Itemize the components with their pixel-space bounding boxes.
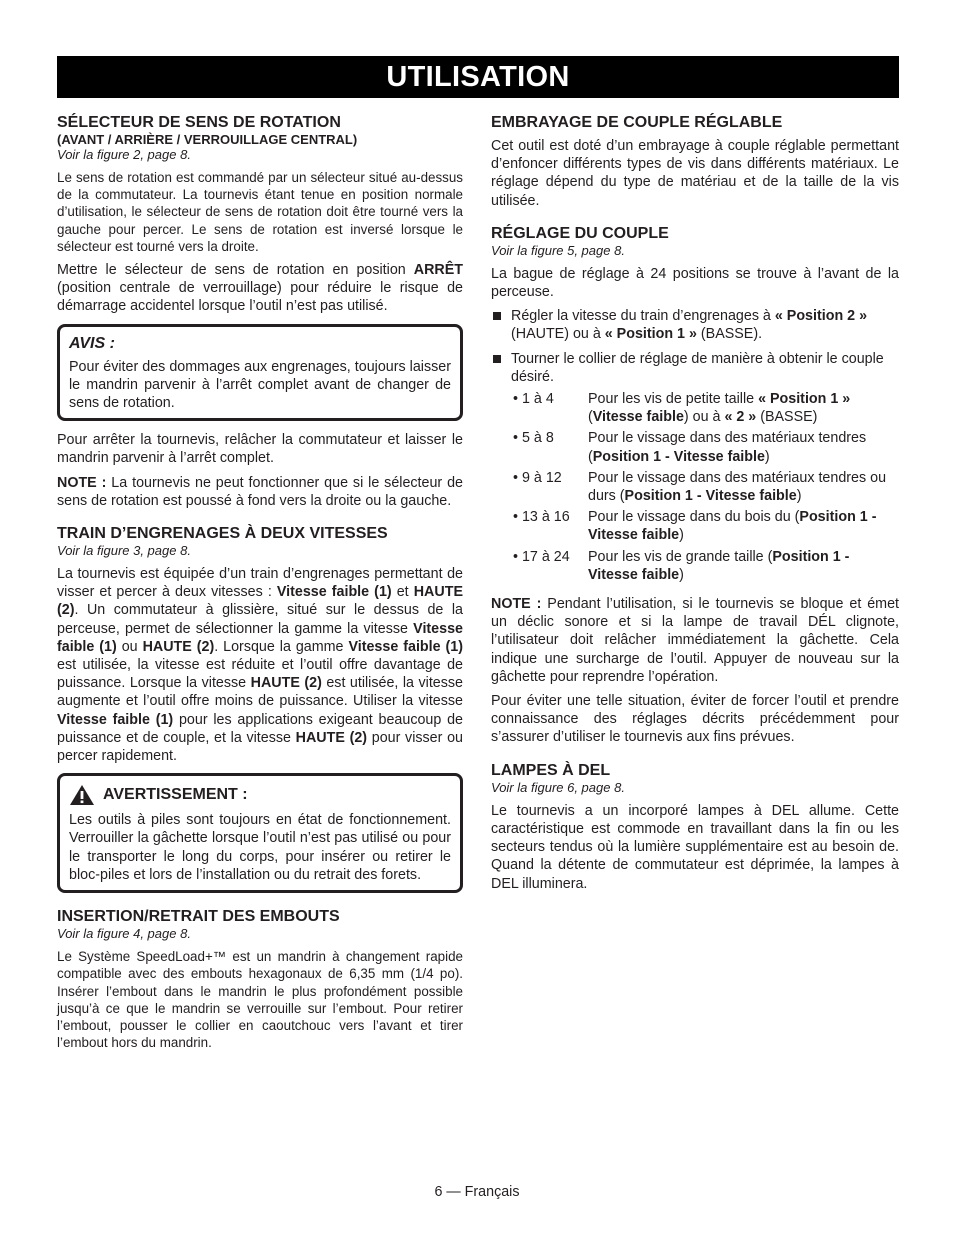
list-item: Tourner le collier de réglage de manière à obtenir le couple désiré. xyxy=(491,350,899,386)
table-row: • 17 à 24 Pour les vis de grande taille (Position 1 - Vitesse faible) xyxy=(513,548,850,583)
paragraph: La bague de réglage à 24 positions se trouve à l’avant de la perceuse. xyxy=(491,265,899,301)
paragraph: La tournevis est équipée d’un train d’engrenages permettant de visser et percer à deux vitesses : Vitesse faible (1) et HAUTE (2). Un commutateur à glissière, situé sur le dessus de la perceuse, permet de sélectionner la gamme la vitesse Vitesse faible (1) ou HAUTE (2). Lorsque la gamme Vitesse faible (1) est utilisée, la vitesse est réduite et l’outil offre davantage de puissance. Lorsque la vitesse HAUTE (2) est utilisée, la vitesse augmente et l’outil offre moins de puissance. Utiliser la vitesse Vitesse faible (1) pour les applications exigeant beaucoup de puissance et de couple, et la vitesse HAUTE (2) pour visser ou percer rapidement. xyxy=(57,566,463,765)
left-column xyxy=(57,113,463,1057)
notice-box xyxy=(57,324,463,422)
notice-title: AVIS : xyxy=(69,334,115,352)
figure-reference: Voir la figure 3, page 8. xyxy=(57,543,191,559)
table-row: • 5 à 8 Pour le vissage dans des matériaux tendres (Position 1 - Vitesse faible) xyxy=(513,430,867,465)
notice-text: Pour éviter des dommages aux engrenages, toujours laisser le mandrin parvenir à l’arrêt complet avant de changer de sens de rotation. xyxy=(69,358,451,412)
section-heading: RÉGLAGE DU COUPLE xyxy=(491,224,669,242)
section-led-lamps xyxy=(491,761,899,893)
section-heading: EMBRAYAGE DE COUPLE RÉGLABLE xyxy=(491,114,783,131)
list-item: Régler la vitesse du train d’engrenages à « Position 2 » (HAUTE) ou à « Position 1 » (BASSE). xyxy=(491,307,899,343)
section-subheading: (AVANT / ARRIÈRE / VERROUILLAGE CENTRAL) xyxy=(57,132,358,147)
paragraph: Le Système SpeedLoad+™ est un mandrin à changement rapide compatible avec des embouts hexagonaux de 6,35 mm (1/4 po). Insérer l’embout dans le mandrin le plus profondément possible jusqu’à ce que le mandrin se verrouille sur l’embout. Pour retirer l’embout, pousser le collier en caoutchouc vers l’avant et tirer l’embout hors du mandrin. xyxy=(57,949,463,1051)
right-column xyxy=(491,113,899,899)
section-heading: SÉLECTEUR DE SENS DE ROTATION xyxy=(57,114,341,131)
section-two-speed xyxy=(57,524,463,893)
section-rotation-selector xyxy=(57,113,463,510)
torque-range-table xyxy=(491,390,899,587)
figure-reference: Voir la figure 6, page 8. xyxy=(491,779,625,795)
figure-reference: Voir la figure 4, page 8. xyxy=(57,926,191,942)
bullet-list xyxy=(491,307,899,386)
section-heading: LAMPES À DEL xyxy=(491,761,611,779)
paragraph: Cet outil est doté d’un embrayage à couple réglable permettant d’enfoncer différents types de vis dans différents matériaux. Le réglage dépend du type de matériau et de la taille de la vis utilisée. xyxy=(491,138,899,209)
paragraph: Pour éviter une telle situation, éviter de forcer l’outil et prendre connaissance des réglages décrits précédemment pour s’assurer d’utiliser le tournevis aux fins prévues. xyxy=(491,693,899,746)
warning-box xyxy=(57,773,463,893)
section-adjustable-clutch xyxy=(491,113,899,210)
warning-text: Les outils à piles sont toujours en état de fonctionnement. Verrouiller la gâchette lorsque l’outil n’est pas utilisé ou pour le transporter le long du corps, pour insérer ou retirer le bloc-piles et lors de l’installation ou du retrait des forets. xyxy=(69,812,451,883)
page-title: UTILISATION xyxy=(57,56,899,98)
section-heading: INSERTION/RETRAIT DES EMBOUTS xyxy=(57,908,340,926)
table-row: • 9 à 12 Pour le vissage dans des matériaux tendres ou durs (Position 1 - Vitesse faible) xyxy=(513,469,887,505)
section-heading: TRAIN D’ENGRENAGES À DEUX VITESSES xyxy=(57,525,388,543)
section-bit-insertion xyxy=(57,907,463,1051)
paragraph: Pour arrêter la tournevis, relâcher la commutateur et laisser le mandrin parvenir à l’arrêt complet. xyxy=(57,432,463,467)
table-row: • 13 à 16 Pour le vissage dans du bois du (Position 1 - Vitesse faible) xyxy=(513,509,877,544)
section-torque-setting xyxy=(491,224,899,747)
figure-reference: Voir la figure 2, page 8. xyxy=(57,147,191,162)
page-footer: 6 — Français xyxy=(434,1184,520,1200)
note: NOTE : Pendant l’utilisation, si le tournevis se bloque et émet un déclic sonore et si la lampe de travail DÉL clignote, l’utilisateur doit relâcher immédiatement la gâchette. Cela indique une surcharge de l’outil. Appuyer de nouveau sur la gâchette pour reprendre l’opération. xyxy=(491,596,899,685)
figure-reference: Voir la figure 5, page 8. xyxy=(491,242,625,258)
warning-triangle-icon xyxy=(69,784,95,806)
warning-title: AVERTISSEMENT : xyxy=(103,786,248,804)
note: NOTE : La tournevis ne peut fonctionner que si le sélecteur de sens de rotation est poussé à fond vers la droite ou la gauche. xyxy=(57,474,464,509)
paragraph: Le tournevis a un incorporé lampes à DEL allume. Cette caractéristique est commode en travaillant dans la fin ou les secteurs tendus où la lumière supplémentaire est au besoin de. Quand la détente de commutateur est déprimée, la lampes à DEL illuminera. xyxy=(491,802,899,892)
paragraph: Le sens de rotation est commandé par un sélecteur situé au-dessus de la commutateur. La tournevis étant tenue en position normale d’utilisation, le sélecteur de sens de rotation doit être tourné vers la gauche pour percer. Le sens de rotation est inversé lorsque le sélecteur est tourné vers la droite. xyxy=(57,170,463,254)
paragraph: Mettre le sélecteur de sens de rotation en position ARRÊT (position centrale de verrouillage) pour réduire le risque de démarrage accidentel lorsque l’outil n’est pas utilisé. xyxy=(57,262,463,315)
table-row: • 1 à 4 Pour les vis de petite taille « Position 1 » (Vitesse faible) ou à « 2 » (BASSE) xyxy=(513,391,851,426)
